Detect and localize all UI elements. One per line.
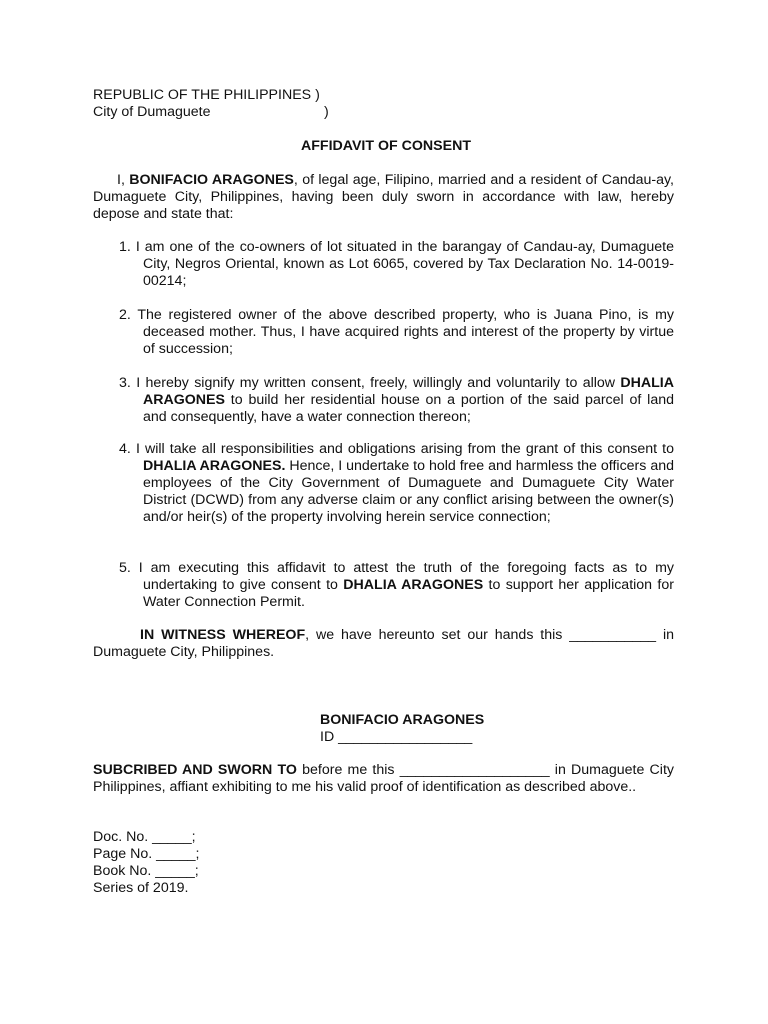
list-item bbox=[119, 307, 674, 358]
jurat-text: before me this ___________________ in Dumaguete City Philippines, affiant exhibiting to me his valid proof of identification as described above.. bbox=[93, 762, 674, 795]
witness-text: , we have hereunto set our hands this ___________ in Dumaguete City, Philippines. bbox=[93, 627, 674, 660]
consentee-name: DHALIA ARAGONES bbox=[143, 375, 674, 408]
consentee-name: DHALIA ARAGONES bbox=[343, 577, 484, 593]
list-item bbox=[119, 441, 674, 526]
item-number: 4. bbox=[119, 441, 131, 457]
item-text: The registered owner of the above described property, who is Juana Pino, is my deceased mother. Thus, I have acquired rights and interest of the property by virtue of succession; bbox=[137, 307, 674, 357]
signature-name: BONIFACIO ARAGONES bbox=[320, 712, 485, 728]
consentee-name: DHALIA ARAGONES. bbox=[143, 458, 286, 474]
item-text-pre: I am executing this affidavit to attest the truth of the foregoing facts as to my undertaking to give consent to bbox=[138, 560, 674, 593]
notary-series: Series of 2019. bbox=[93, 880, 189, 896]
header-republic: REPUBLIC OF THE PHILIPPINES ) bbox=[93, 87, 320, 103]
list-item bbox=[119, 239, 674, 290]
item-text-post: to support her application for Water Connection Permit. bbox=[143, 577, 674, 610]
item-number: 5. bbox=[119, 560, 131, 576]
item-number: 3. bbox=[119, 375, 131, 391]
item-number: 1. bbox=[119, 239, 131, 255]
list-item bbox=[119, 375, 674, 426]
notary-page-no: Page No. _____; bbox=[93, 846, 200, 862]
item-text-pre: I will take all responsibilities and obligations arising from the grant of this consent to bbox=[135, 441, 674, 457]
header-city: City of Dumaguete bbox=[93, 104, 211, 120]
intro-text: , of legal age, Filipino, married and a resident of Candau-ay, Dumaguete City, Philippines, having been duly sworn in accordance with law, hereby depose and state that: bbox=[93, 172, 675, 222]
list-item bbox=[119, 560, 674, 611]
affiant-name: BONIFACIO ARAGONES bbox=[129, 172, 294, 188]
item-text-pre: I hereby signify my written consent, freely, willingly and voluntarily to allow bbox=[136, 375, 621, 391]
item-text-post: Hence, I undertake to hold free and harmless the officers and employees of the City Government of Dumaguete and Dumaguete City Water District (DCWD) from any adverse claim or any conflict arising between the owner(s) and/or heir(s) of the property involving herein service connection; bbox=[143, 458, 674, 525]
witness-heading: IN WITNESS WHEREOF bbox=[140, 627, 306, 643]
jurat-heading: SUBCRIBED AND SWORN TO bbox=[93, 762, 297, 778]
item-text-post: to build her residential house on a portion of the said parcel of land and consequently, have a water connection thereon; bbox=[143, 392, 674, 425]
item-text: I am one of the co-owners of lot situated in the barangay of Candau-ay, Dumaguete City, Negros Oriental, known as Lot 6065, covered by Tax Declaration No. 14-0019-00214; bbox=[135, 239, 674, 289]
header-city-paren: ) bbox=[324, 104, 329, 120]
item-number: 2. bbox=[119, 307, 131, 323]
notary-book-no: Book No. _____; bbox=[93, 863, 199, 879]
intro-paragraph bbox=[93, 172, 674, 223]
document-title: AFFIDAVIT OF CONSENT bbox=[301, 138, 471, 154]
intro-prefix: I, bbox=[117, 172, 130, 188]
witness-paragraph bbox=[93, 627, 674, 661]
jurat-paragraph bbox=[93, 762, 674, 796]
signature-id-line: ID _________________ bbox=[320, 729, 473, 745]
notary-doc-no: Doc. No. _____; bbox=[93, 829, 196, 845]
